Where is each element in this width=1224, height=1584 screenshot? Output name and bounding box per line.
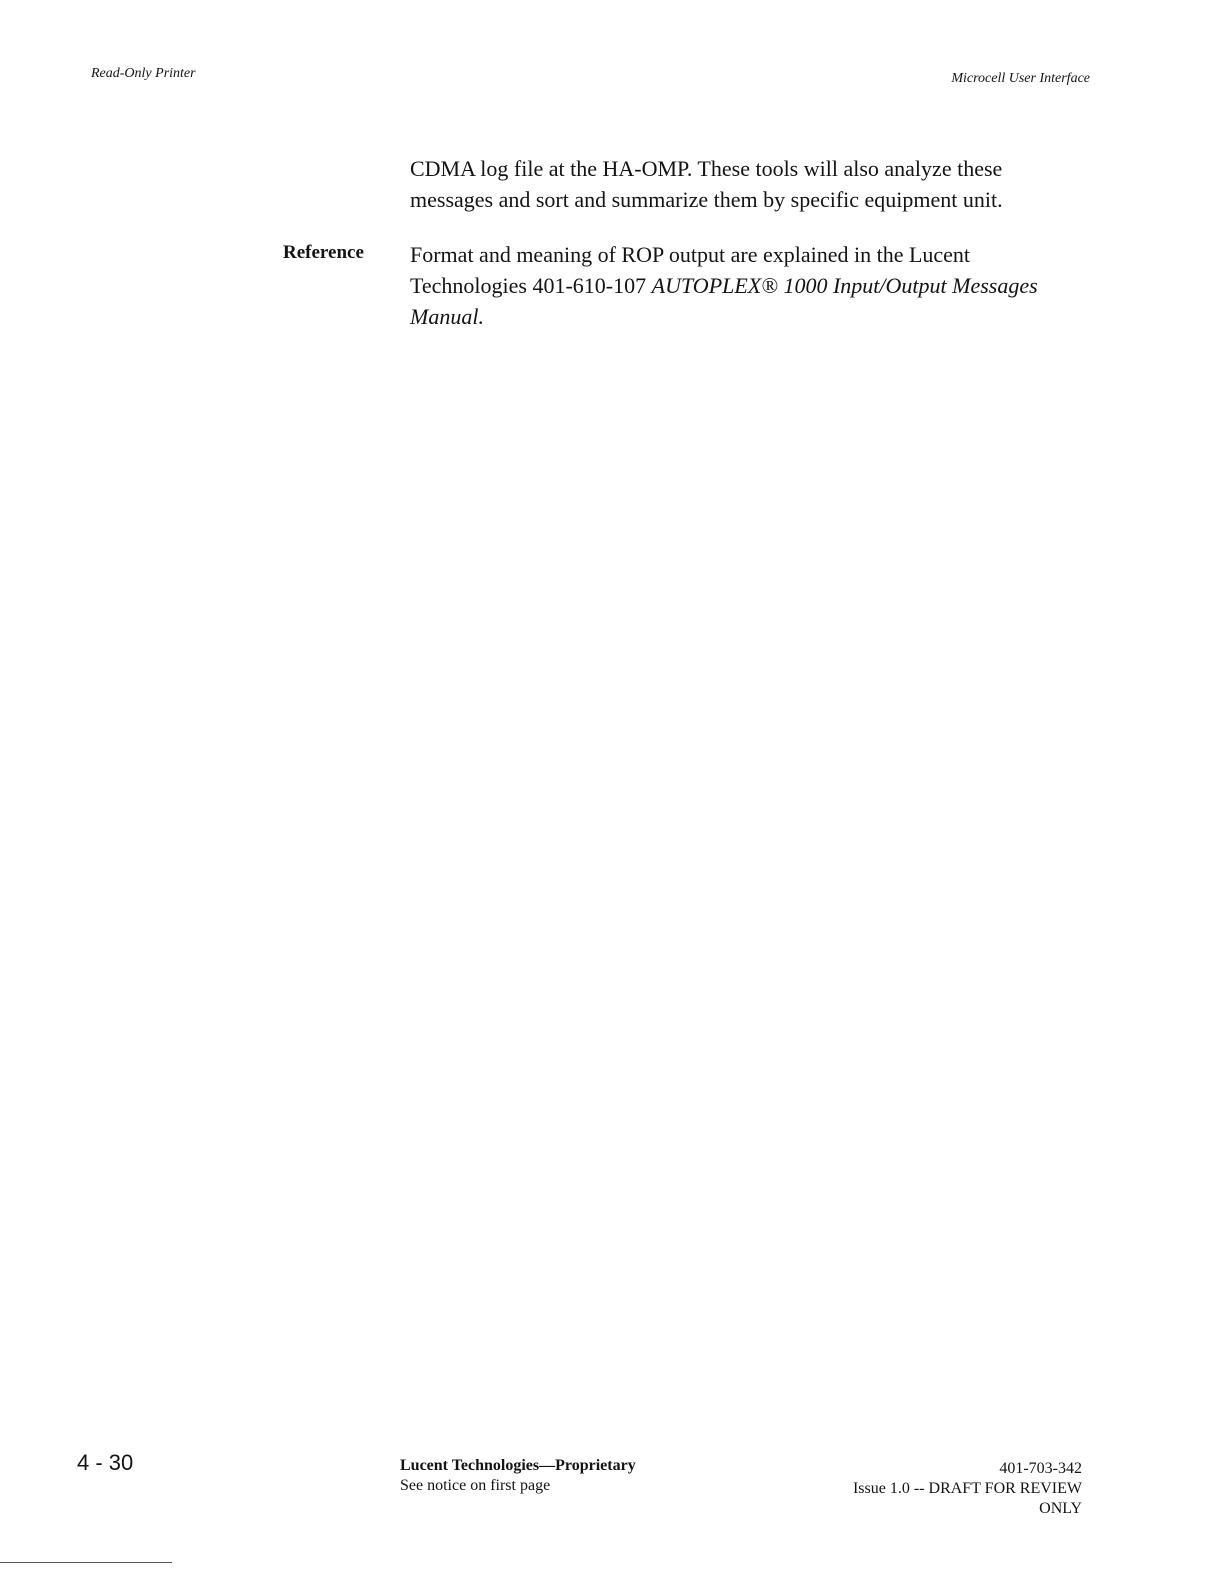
reference-paragraph (410, 239, 1100, 332)
issue-status: Issue 1.0 -- DRAFT FOR REVIEW (852, 1480, 1082, 1497)
running-header-right: Microcell User Interface (951, 71, 1090, 86)
paragraph-line: Format and meaning of ROP output are explained in the Lucent (410, 242, 971, 267)
reference-text-plain: Technologies 401-610-107 (410, 273, 652, 298)
manual-title-continued: Manual. (410, 304, 484, 329)
proprietary-label: Lucent Technologies—Proprietary (400, 1457, 636, 1474)
page-number: 4 - 30 (77, 1450, 134, 1475)
manual-title: AUTOPLEX® 1000 Input/Output Messages (651, 273, 1038, 298)
document-number: 401-703-342 (999, 1460, 1082, 1477)
footer-document-info (853, 1459, 1082, 1519)
paragraph-line: messages and sort and summarize them by specific equipment unit. (410, 187, 1003, 212)
notice-text: See notice on first page (400, 1477, 551, 1494)
running-header-left: Read-Only Printer (91, 66, 196, 81)
bottom-rule (0, 1562, 172, 1563)
paragraph-line (410, 270, 1100, 301)
paragraph-line: CDMA log file at the HA-OMP. These tools will also analyze these (410, 156, 1003, 181)
footer-proprietary-notice (400, 1456, 636, 1496)
continuation-paragraph (410, 153, 1100, 215)
issue-status-continued: ONLY (1039, 1500, 1082, 1517)
reference-label: Reference (283, 242, 364, 263)
